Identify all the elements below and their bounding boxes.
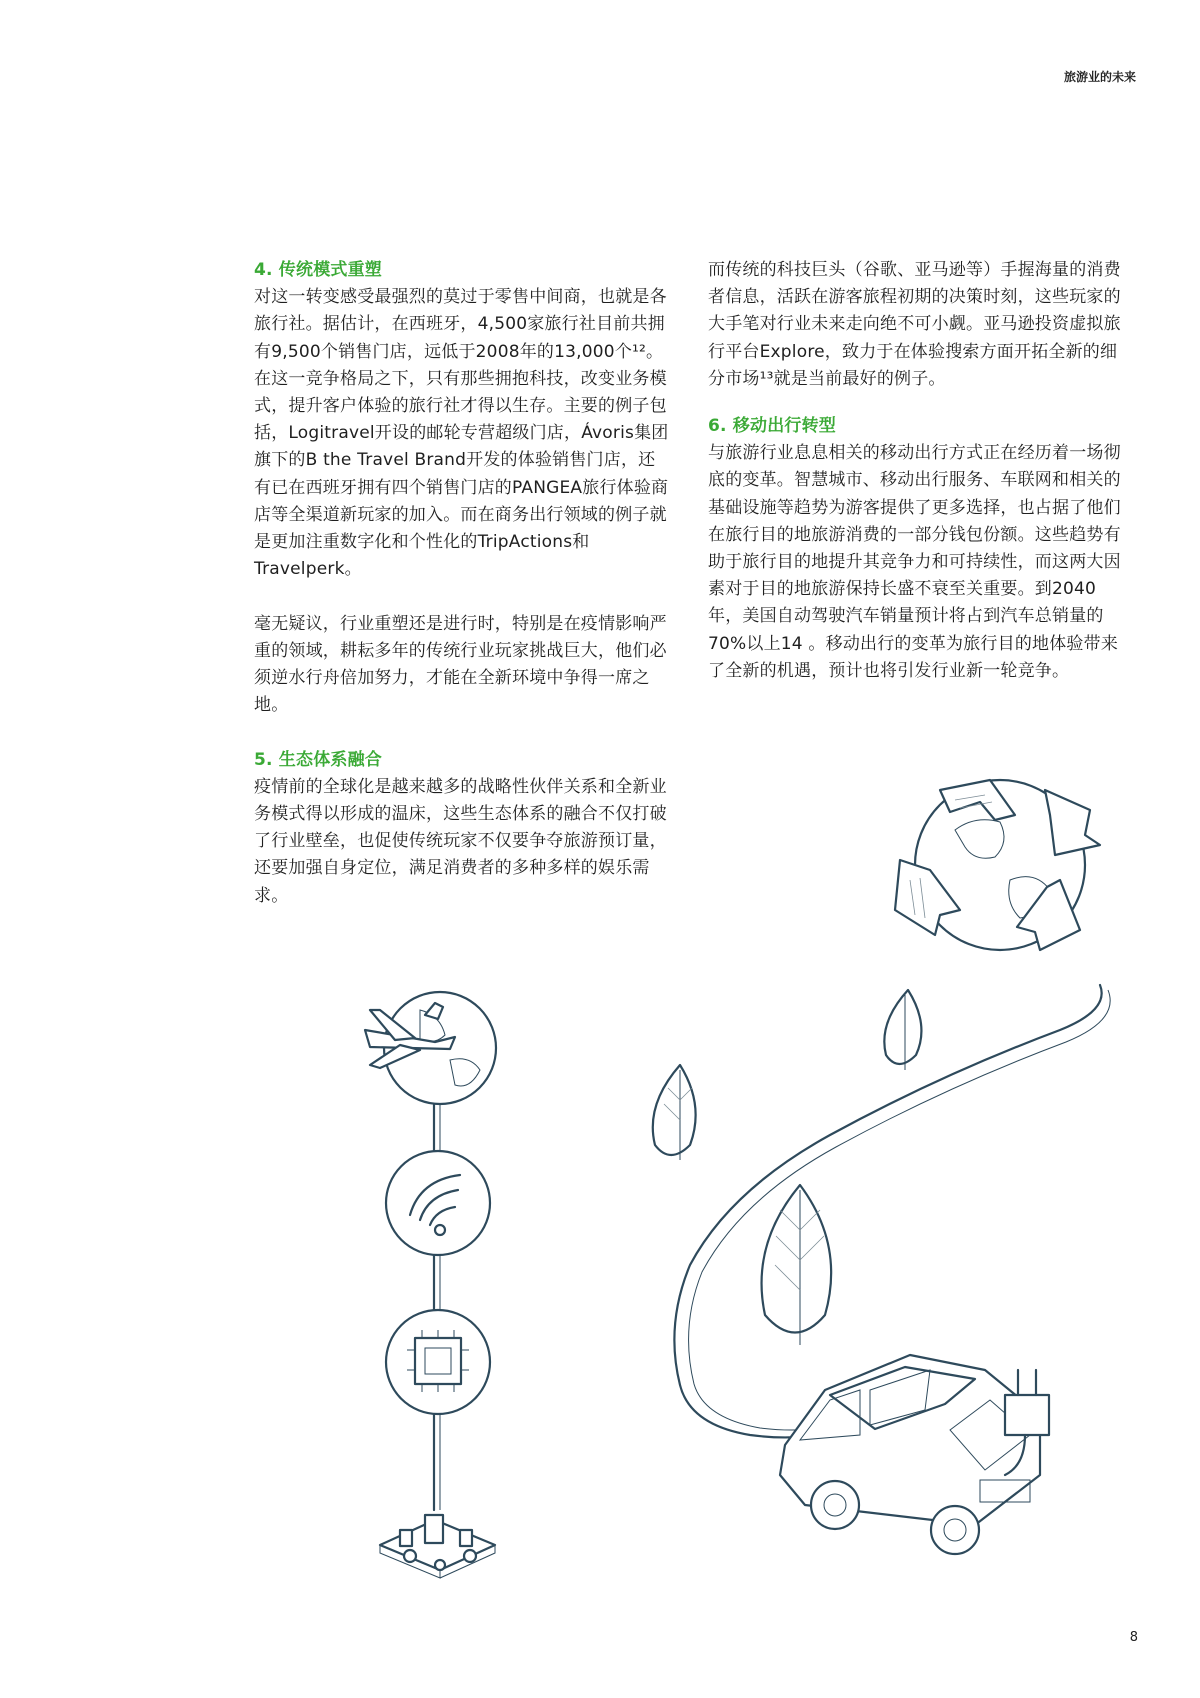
electric-car-icon bbox=[780, 1355, 1040, 1554]
connector-line bbox=[434, 1105, 440, 1510]
section-4-paragraph-2: 毫无疑议，行业重塑还是进行时，特别是在疫情影响严重的领域，耕耘多年的传统行业玩家挑战巨大，他们必须逆水行舟倍加努力，才能在全新环境中争得一席之地。 bbox=[254, 613, 667, 716]
continuation-paragraph: 而传统的科技巨头（谷歌、亚马逊等）手握海量的消费者信息，活跃在游客旅程初期的决策时刻，这些玩家的大手笔对行业未来走向绝不可小觑。亚马逊投资虚拟旅行平台Explore，致力于在体验搜索方面开拓全新的细分市场¹³就是当前最好的例子。 bbox=[708, 260, 1121, 389]
right-column bbox=[708, 257, 1124, 685]
section-4-title: 4. 传统模式重塑 bbox=[254, 260, 383, 280]
section-6-paragraph-1: 与旅游行业息息相关的移动出行方式正在经历着一场彻底的变革。智慧城市、移动出行服务、车联网和相关的基础设施等趋势为游客提供了更多选择，也占据了他们在旅行目的地旅游消费的一部分钱包份额。这些趋势有助于旅行目的地提升其竞争力和可持续性，而这两大因素对于目的地旅游保持长盛不衰至关重要。到2040年，美国自动驾驶汽车销量预计将占到汽车总销量的70%以上14 。移动出行的变革为旅行目的地体验带来了全新的机遇，预计也将引发行业新一轮竞争。 bbox=[708, 443, 1121, 681]
road-icon bbox=[674, 985, 1110, 1437]
chip-icon bbox=[386, 1310, 490, 1414]
running-header: 旅游业的未来 bbox=[1063, 70, 1136, 84]
leaf-tree-icon bbox=[653, 990, 922, 1345]
section-5-paragraph-1: 疫情前的全球化是越来越多的战略性伙伴关系和全新业务模式得以形成的温床，这些生态体系的融合不仅打破了行业壁垒，也促使传统玩家不仅要争夺旅游预订量，还要加强自身定位，满足消费者的多种多样的娱乐需求。 bbox=[254, 776, 667, 906]
wifi-icon bbox=[386, 1151, 490, 1255]
recycle-globe-icon bbox=[895, 780, 1100, 950]
plug-icon bbox=[1005, 1370, 1049, 1475]
circuit-base-icon bbox=[380, 1515, 495, 1578]
section-4-paragraph-1: 对这一转变感受最强烈的莫过于零售中间商，也就是各旅行社。据估计，在西班牙，4,500家旅行社目前共拥有9,500个销售门店，远低于2008年的13,000个¹²。在这一竞争格局之下，只有那些拥抱科技，改变业务模式，提升客户体验的旅行社才得以生存。主要的例子包括，Logitravel开设的邮轮专营超级门店，Ávoris集团旗下的B the Travel Brand开发的体验销售门店，还有已在西班牙拥有四个销售门店的PANGEA旅行体验商店等全渠道新玩家的加入。而在商务出行领域的例子就是更加注重数字化和个性化的TripActions和Travelperk。 bbox=[254, 287, 669, 580]
section-5-title: 5. 生态体系融合 bbox=[254, 749, 383, 770]
airplane-globe-icon bbox=[365, 992, 496, 1104]
left-column bbox=[254, 257, 670, 910]
page-number: 8 bbox=[1129, 1630, 1138, 1645]
section-6-title: 6. 移动出行转型 bbox=[708, 416, 837, 437]
